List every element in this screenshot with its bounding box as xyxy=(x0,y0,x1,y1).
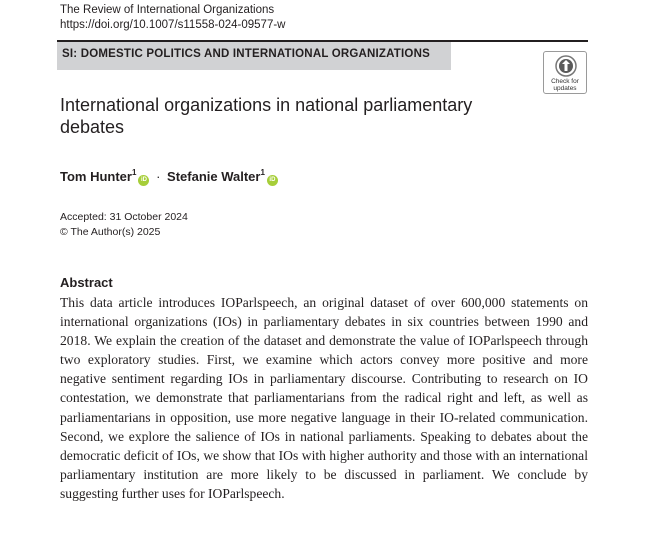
author-separator: · xyxy=(156,169,161,184)
copyright-line: © The Author(s) 2025 xyxy=(60,226,161,238)
abstract-text: This data article introduces IOParlspeech, an original dataset of over 600,000 statements on international organizations (IOs) in parliamentary debates in six countries between 1990 and 2018. We explain the creation of the dataset and demonstrate the value of IOParlspeech through two exploratory studies. First, we examine which actors convey more positive and more negative sentiment regarding IOs in parliamentary discourse. Contributing to research on IO contestation, we demonstrate that parliamentarians from the radical right and left, as well as parliamentarians in opposition, use more negative language in their IO-related communication. Second, we explore the salience of IOs in national parliaments. Speaking to debates about the democratic deficit of IOs, we show that IOs with higher authority and those with an international parliamentary institution are more likely to be discussed in parliament. We conclude by suggesting further uses for IOParlspeech. xyxy=(60,295,588,501)
accepted-date: Accepted: 31 October 2024 xyxy=(60,211,188,223)
author-list xyxy=(60,164,278,186)
doi-link[interactable]: https://doi.org/10.1007/s11558-024-09577-w xyxy=(60,19,286,31)
check-for-updates-button[interactable] xyxy=(543,51,587,94)
header-rule xyxy=(451,40,588,42)
article-meta xyxy=(60,210,188,240)
article-title: International organizations in national parliamentary debates xyxy=(60,95,473,137)
abstract-heading: Abstract xyxy=(60,275,113,290)
author-name[interactable]: Tom Hunter xyxy=(60,169,132,184)
journal-name: The Review of International Organizations xyxy=(60,4,275,16)
orcid-icon[interactable]: iD xyxy=(138,175,149,186)
badge-text xyxy=(544,78,586,92)
section-label: SI: DOMESTIC POLITICS AND INTERNATIONAL ORGANIZATIONS xyxy=(62,48,430,60)
journal-header xyxy=(60,3,285,33)
affiliation-marker: 1 xyxy=(260,168,265,177)
check-for-updates-icon xyxy=(555,55,577,77)
orcid-icon[interactable]: iD xyxy=(267,175,278,186)
affiliation-marker: 1 xyxy=(131,168,137,177)
badge-line-1: Check for xyxy=(551,78,579,85)
author-name[interactable]: Stefanie Walter xyxy=(167,169,261,184)
section-band xyxy=(57,40,451,70)
badge-line-2: updates xyxy=(553,85,577,92)
